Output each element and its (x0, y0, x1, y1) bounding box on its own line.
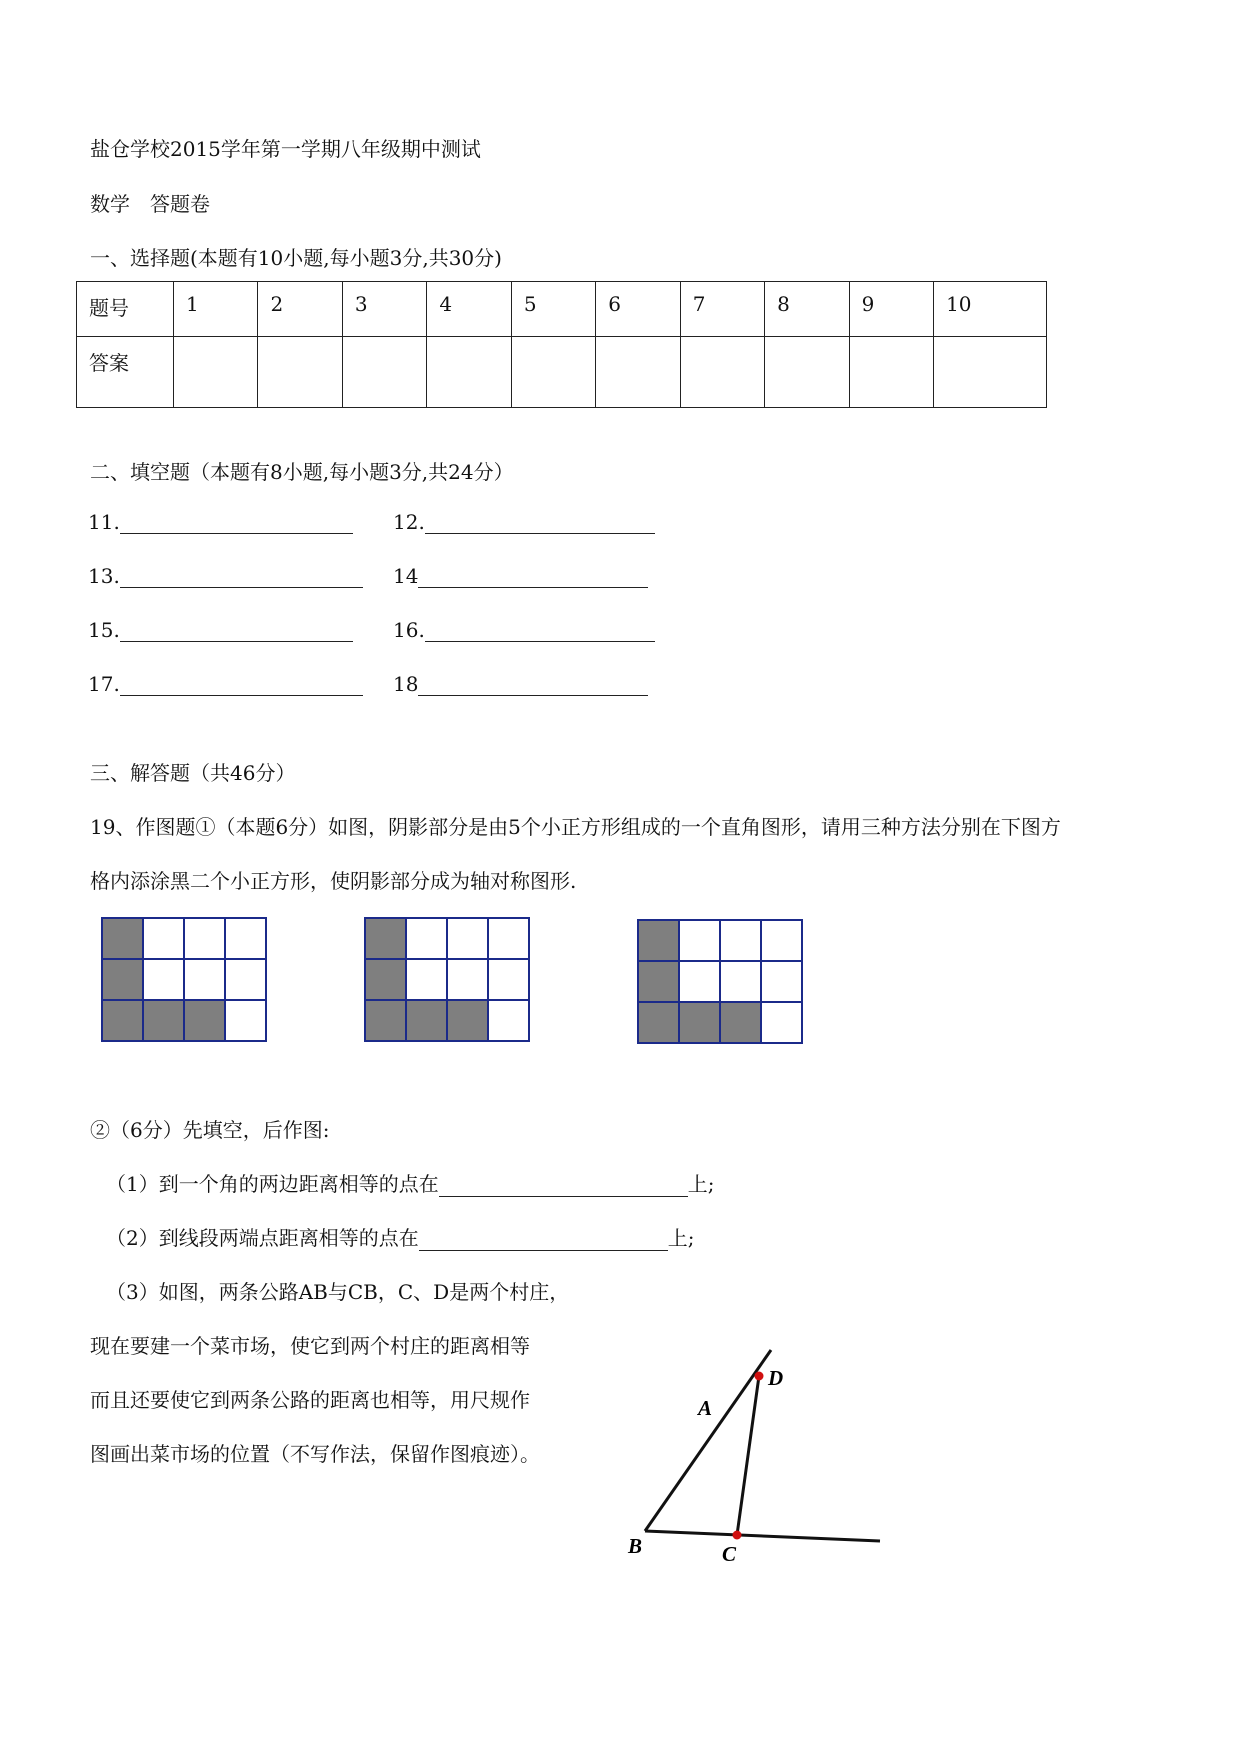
grid-cell[interactable] (184, 918, 225, 959)
grid-cell-shaded[interactable] (102, 918, 143, 959)
p3-text-line3: 而且还要使它到两条公路的距离也相等，用尺规作 (90, 1388, 530, 1412)
roads-villages-figure (620, 1335, 920, 1595)
p3-text-line4: 图画出菜市场的位置（不写作法，保留作图痕迹）。 (90, 1442, 540, 1466)
q19-text-line2: 格内添涂黑二个小正方形，使阴影部分成为轴对称图形. (90, 869, 577, 893)
question-number-cell: 2 (258, 282, 342, 337)
grid-cell[interactable] (720, 920, 761, 961)
grid-cell[interactable] (225, 918, 266, 959)
exam-subtitle: 数学 答题卷 (90, 192, 210, 216)
fill1-prefix: （1）到一个角的两边距离相等的点在 (106, 1172, 439, 1196)
segment-cd (737, 1376, 759, 1535)
row-label-number: 题号 (77, 282, 174, 337)
grid-cell-shaded[interactable] (143, 1000, 184, 1041)
question-number-cell: 6 (596, 282, 680, 337)
fill-perpendicular-bisector (106, 1222, 694, 1251)
answer-cell[interactable] (258, 337, 342, 408)
grid-cell-shaded[interactable] (447, 1000, 488, 1041)
fill-label: 16. (393, 618, 425, 642)
grid-cell-shaded[interactable] (406, 1000, 447, 1041)
row-label-answer: 答案 (77, 337, 174, 408)
fill-item-15 (88, 618, 353, 642)
fill1-suffix: 上; (687, 1172, 715, 1196)
grid-cell[interactable] (184, 959, 225, 1000)
symmetry-grid-3[interactable] (637, 919, 803, 1044)
symmetry-grid-2[interactable] (364, 917, 530, 1042)
symmetry-grid-1[interactable] (101, 917, 267, 1042)
p3-text-line1: （3）如图，两条公路AB与CB，C、D是两个村庄， (106, 1280, 570, 1304)
question-number-cell: 8 (765, 282, 849, 337)
grid-cell[interactable] (447, 959, 488, 1000)
table-row (77, 282, 1047, 337)
answer-cell[interactable] (934, 337, 1047, 408)
grid-cell-shaded[interactable] (679, 1002, 720, 1043)
p3-text-line2: 现在要建一个菜市场，使它到两个村庄的距离相等 (90, 1334, 530, 1358)
section3-heading: 三、解答题（共46分） (90, 761, 296, 785)
fill-label: 18 (393, 672, 419, 696)
grid-cell[interactable] (679, 920, 720, 961)
grid-cell[interactable] (225, 959, 266, 1000)
label-a: A (698, 1396, 713, 1420)
question-number-cell: 3 (342, 282, 426, 337)
grid-cell[interactable] (406, 959, 447, 1000)
question-number-cell: 5 (511, 282, 595, 337)
fill-item-12 (393, 510, 655, 534)
grid-cell[interactable] (406, 918, 447, 959)
grid-cell[interactable] (679, 961, 720, 1002)
grid-cell[interactable] (761, 961, 802, 1002)
grid-cell[interactable] (488, 1000, 529, 1041)
grid-cell[interactable] (225, 1000, 266, 1041)
fill-blank[interactable] (425, 623, 655, 642)
grid-cell-shaded[interactable] (638, 1002, 679, 1043)
village-d-point (755, 1372, 764, 1381)
fill-item-14 (393, 564, 648, 588)
label-b: B (628, 1534, 643, 1558)
grid-cell[interactable] (761, 1002, 802, 1043)
fill-blank[interactable] (120, 569, 363, 588)
grid-cell-shaded[interactable] (102, 959, 143, 1000)
fill2-prefix: （2）到线段两端点距离相等的点在 (106, 1226, 419, 1250)
fill-label: 17. (88, 672, 120, 696)
label-d: D (768, 1366, 784, 1390)
answer-cell[interactable] (342, 337, 426, 408)
answer-cell[interactable] (427, 337, 511, 408)
question-number-cell: 10 (934, 282, 1047, 337)
answer-cell[interactable] (511, 337, 595, 408)
fill-item-11 (88, 510, 353, 534)
fill2-blank[interactable] (419, 1232, 668, 1251)
grid-cell[interactable] (143, 959, 184, 1000)
question-number-cell: 4 (427, 282, 511, 337)
fill-blank[interactable] (120, 515, 353, 534)
section1-heading: 一、选择题(本题有10小题,每小题3分,共30分) (90, 246, 502, 270)
choice-answer-table (76, 281, 1047, 408)
grid-cell-shaded[interactable] (638, 920, 679, 961)
fill-blank[interactable] (120, 677, 363, 696)
grid-cell-shaded[interactable] (720, 1002, 761, 1043)
fill-label: 15. (88, 618, 120, 642)
grid-cell[interactable] (488, 959, 529, 1000)
grid-cell[interactable] (447, 918, 488, 959)
grid-cell-shaded[interactable] (638, 961, 679, 1002)
fill-label: 14 (393, 564, 419, 588)
section2-heading: 二、填空题（本题有8小题,每小题3分,共24分） (90, 460, 514, 484)
village-c-point (733, 1531, 742, 1540)
fill-label: 11. (88, 510, 120, 534)
road-ab (645, 1350, 771, 1531)
question-number-cell: 9 (849, 282, 933, 337)
fill1-blank[interactable] (439, 1178, 688, 1197)
answer-cell[interactable] (765, 337, 849, 408)
answer-cell[interactable] (680, 337, 764, 408)
grid-cell[interactable] (761, 920, 802, 961)
fill-angle-bisector (106, 1168, 714, 1197)
fill-item-13 (88, 564, 363, 588)
answer-cell[interactable] (174, 337, 258, 408)
fill-item-16 (393, 618, 655, 642)
fill-blank[interactable] (418, 569, 648, 588)
table-row (77, 337, 1047, 408)
grid-cell-shaded[interactable] (184, 1000, 225, 1041)
label-c: C (722, 1542, 737, 1566)
grid-cell-shaded[interactable] (365, 918, 406, 959)
grid-cell-shaded[interactable] (365, 1000, 406, 1041)
fill-blank[interactable] (425, 515, 655, 534)
grid-cell[interactable] (143, 918, 184, 959)
fill-item-18 (393, 672, 648, 696)
grid-cell-shaded[interactable] (102, 1000, 143, 1041)
grid-cell[interactable] (488, 918, 529, 959)
q19-text-line1: 19、作图题①（本题6分）如图，阴影部分是由5个小正方形组成的一个直角图形，请用三种方法分别在下图方 (90, 815, 1061, 839)
grid-cell-shaded[interactable] (365, 959, 406, 1000)
question-number-cell: 7 (680, 282, 764, 337)
exam-title: 盐仓学校2015学年第一学期八年级期中测试 (90, 137, 481, 161)
answer-cell[interactable] (596, 337, 680, 408)
grid-cell[interactable] (720, 961, 761, 1002)
road-cb (645, 1531, 880, 1541)
fill-label: 13. (88, 564, 120, 588)
fill-blank[interactable] (120, 623, 353, 642)
part2-heading: ②（6分）先填空，后作图: (90, 1118, 330, 1142)
fill-label: 12. (393, 510, 425, 534)
fill2-suffix: 上; (667, 1226, 695, 1250)
fill-blank[interactable] (418, 677, 648, 696)
answer-cell[interactable] (849, 337, 933, 408)
question-number-cell: 1 (174, 282, 258, 337)
fill-item-17 (88, 672, 363, 696)
